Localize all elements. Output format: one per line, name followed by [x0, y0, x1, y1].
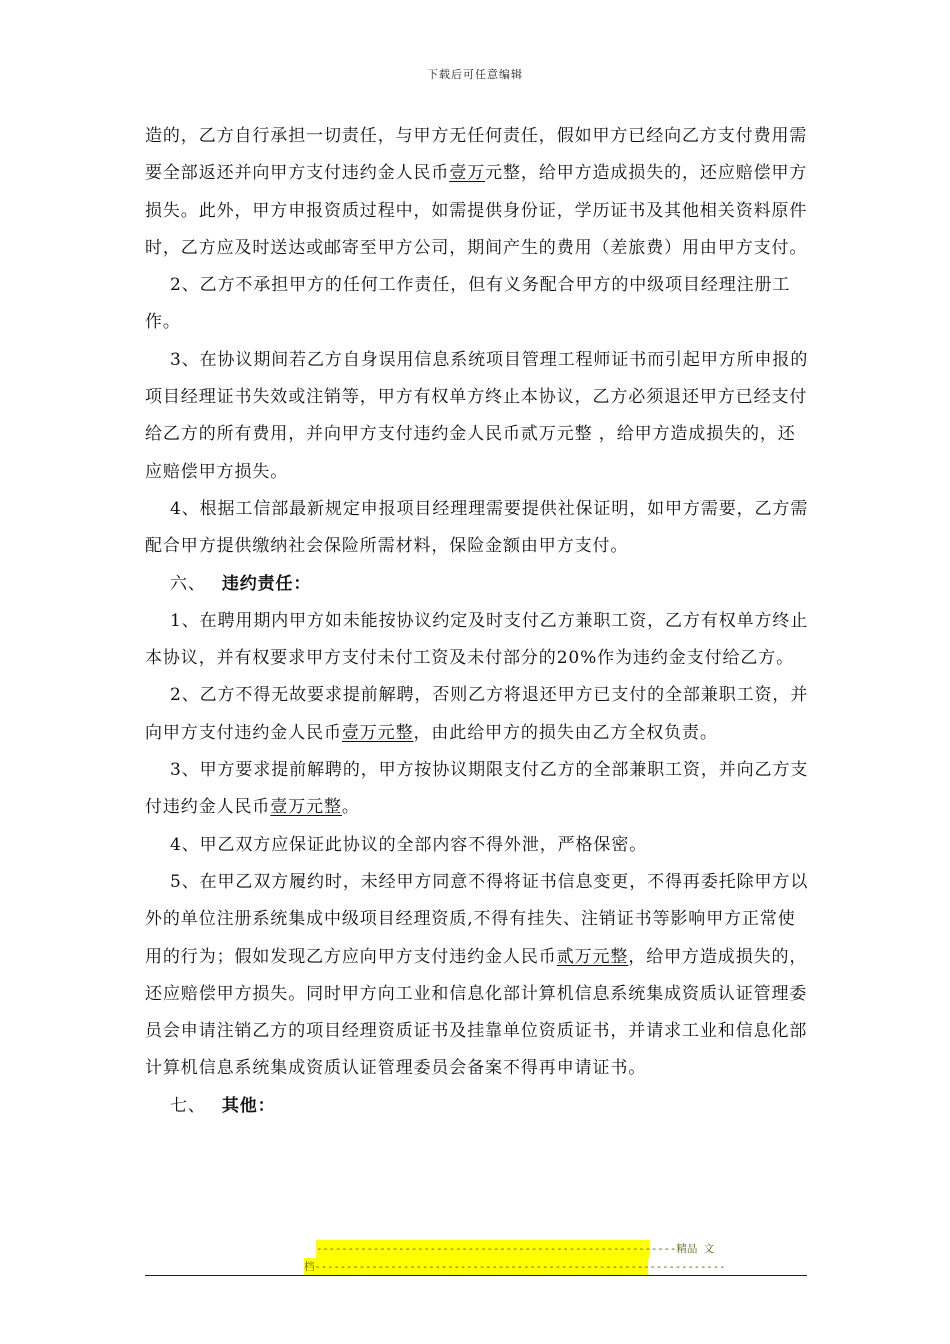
section-title: 违约责任：: [221, 573, 312, 594]
clause-5-2: 2、乙方不承担甲方的任何工作责任，但有义务配合甲方的中级项目经理注册工作。: [145, 275, 791, 333]
paragraph-continuation: [145, 118, 809, 267]
underlined-amount: 贰万元整: [556, 946, 629, 967]
clause-6-5: [145, 864, 809, 1088]
footer-divider: [145, 1275, 807, 1276]
footer-watermark: [304, 1240, 726, 1276]
text-run: 5、在甲乙双方履约时，未经甲方同意不得将证书信息变更，不得再委托除甲方以外的单位注册系统集成中级项目经理资质,不得有挂失、注销证书等影响甲方正常使用的行为；假如发现乙方应向甲方支付违约金人民币: [145, 871, 809, 967]
text-run: ，给甲方造成损失的，还应赔偿甲方损失。同时甲方向工业和信息化部计算机信息系统集成资质认证管理委员会申请注销乙方的项目经理资质证书及挂靠单位资质证书，并请求工业和信息化部计算机信息系统集成资质认证管理委员会备案不得再申请证书。: [145, 946, 808, 1079]
text-run: 元整，给甲方造成损失的，还应赔偿甲方损失。此外，甲方申报资质过程中，如需提供身份证，学历证书及其他相关资料原件时，乙方应及时送达或邮寄至甲方公司，期间产生的费用（差旅费）用由甲方支付。: [145, 163, 808, 258]
clause-6-3: [145, 752, 809, 827]
page-header: 下载后可任意编辑: [427, 68, 523, 81]
clause-6-1: 1、在聘用期内甲方如未能按协议约定及时支付乙方兼职工资，乙方有权单方终止本协议，并有权要求甲方支付未付工资及未付部分的20%作为违约金支付给乙方。: [145, 610, 809, 669]
footer-line-2: 档-----------------------------------------------------------------: [304, 1258, 648, 1276]
clause-5-3: 3、在协议期间若乙方自身误用信息系统项目管理工程师证书而引起甲方所申报的项目经理证书失效或注销等，甲方有权单方终止本协议，乙方必须退还甲方已经支付给乙方的所有费用，并向甲方支付违约金人民币贰万元整 ，给甲方造成损失的，还应赔偿甲方损失。: [145, 349, 809, 482]
clause-6-2: [145, 677, 809, 752]
text-run: ，由此给甲方的损失由乙方全权负责。: [413, 722, 718, 743]
text-run: 3、甲方要求提前解聘的，甲方按协议期限支付乙方的全部兼职工资，并向乙方支付违约金人民币: [145, 760, 809, 818]
section-heading-7: [145, 1088, 809, 1125]
section-number: 六、: [170, 573, 206, 594]
clause-5-4: 4、根据工信部最新规定申报项目经理理需要提供社保证明，如甲方需要，乙方需配合甲方提供缴纳社会保险所需材料，保险金额由甲方支付。: [145, 498, 809, 557]
underlined-amount: 壹万元整: [270, 797, 342, 818]
section-number: 七、: [170, 1095, 206, 1116]
text-run: 2、乙方不得无故要求提前解聘，否则乙方将退还甲方已支付的全部兼职工资，并向甲方支付违约金人民币: [145, 685, 809, 743]
section-heading-6: [145, 566, 809, 603]
underlined-amount: 壹万: [449, 163, 486, 184]
document-body: [145, 118, 809, 1125]
clause-6-4: 4、甲乙双方应保证此协议的全部内容不得外泄，严格保密。: [170, 834, 648, 855]
underlined-amount: 壹万元整: [341, 722, 414, 743]
section-title: 其他：: [221, 1095, 276, 1116]
text-run: 。: [341, 797, 360, 818]
text-run: 造的，乙方自行承担一切责任，与甲方无任何责任，假如甲方已经向乙方支付费用需要全部返还并向甲方支付违约金人民币: [145, 126, 808, 184]
footer-line-1: ---------------------------------------------------------精品 文: [316, 1240, 650, 1258]
